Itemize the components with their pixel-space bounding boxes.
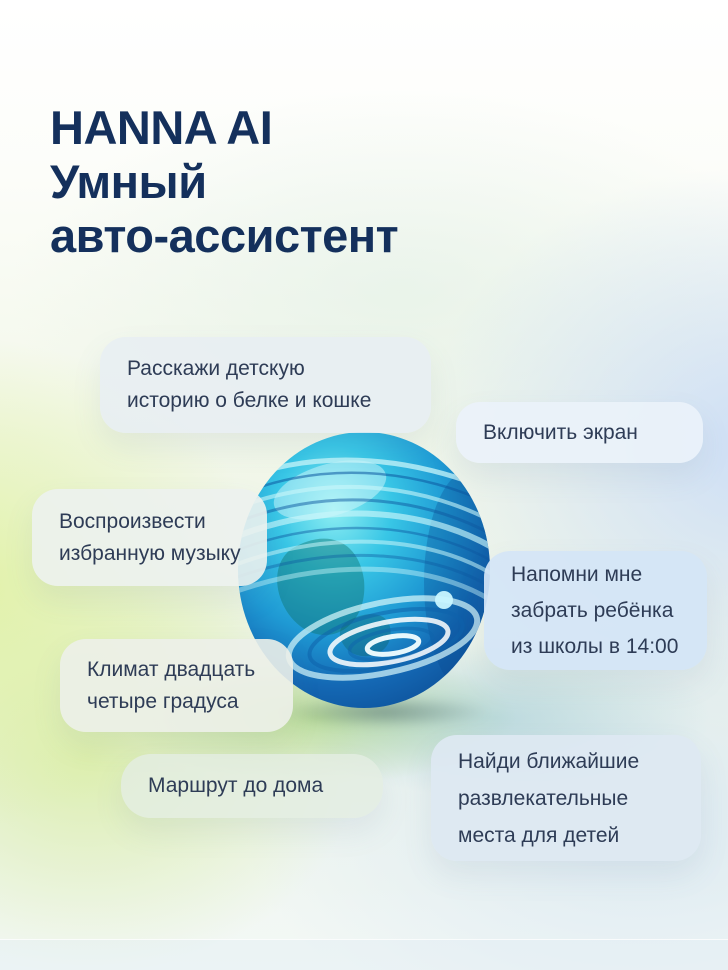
chip-text-line: Расскажи детскую bbox=[127, 357, 305, 380]
suggestion-chip-music[interactable] bbox=[32, 489, 267, 586]
chip-text-line: Включить экран bbox=[483, 420, 638, 444]
chip-text-line: забрать ребёнка bbox=[511, 598, 674, 622]
bottom-gradient-band bbox=[0, 939, 728, 970]
chip-text-line: Напомни мне bbox=[511, 562, 643, 586]
page-title-line-2: Умный bbox=[50, 155, 207, 209]
chip-text-line: историю о белке и кошке bbox=[127, 389, 372, 412]
suggestion-chip-screen[interactable] bbox=[456, 402, 703, 463]
suggestion-chip-reminder[interactable] bbox=[484, 551, 707, 670]
chip-text-line: Найди ближайшие bbox=[458, 749, 640, 773]
suggestion-chip-route[interactable] bbox=[121, 754, 383, 818]
chip-text-line: развлекательные bbox=[458, 786, 629, 810]
chip-text-line: Маршрут до дома bbox=[148, 774, 324, 797]
chip-text-line: избранную музыку bbox=[59, 541, 241, 565]
chip-text-line: четыре градуса bbox=[87, 689, 239, 713]
chip-text-line: Воспроизвести bbox=[59, 509, 206, 533]
suggestion-chip-climate[interactable] bbox=[60, 639, 293, 732]
suggestion-chip-places[interactable] bbox=[431, 735, 701, 861]
chip-text-line: из школы в 14:00 bbox=[511, 634, 679, 658]
chip-text-line: Климат двадцать bbox=[87, 657, 256, 681]
page-title bbox=[50, 101, 398, 263]
chip-text-line: места для детей bbox=[458, 823, 620, 847]
suggestion-chip-story[interactable] bbox=[100, 337, 431, 433]
page-title-line-3: авто-ассистент bbox=[50, 209, 399, 263]
page-title-line-1: HANNA AI bbox=[50, 101, 273, 155]
